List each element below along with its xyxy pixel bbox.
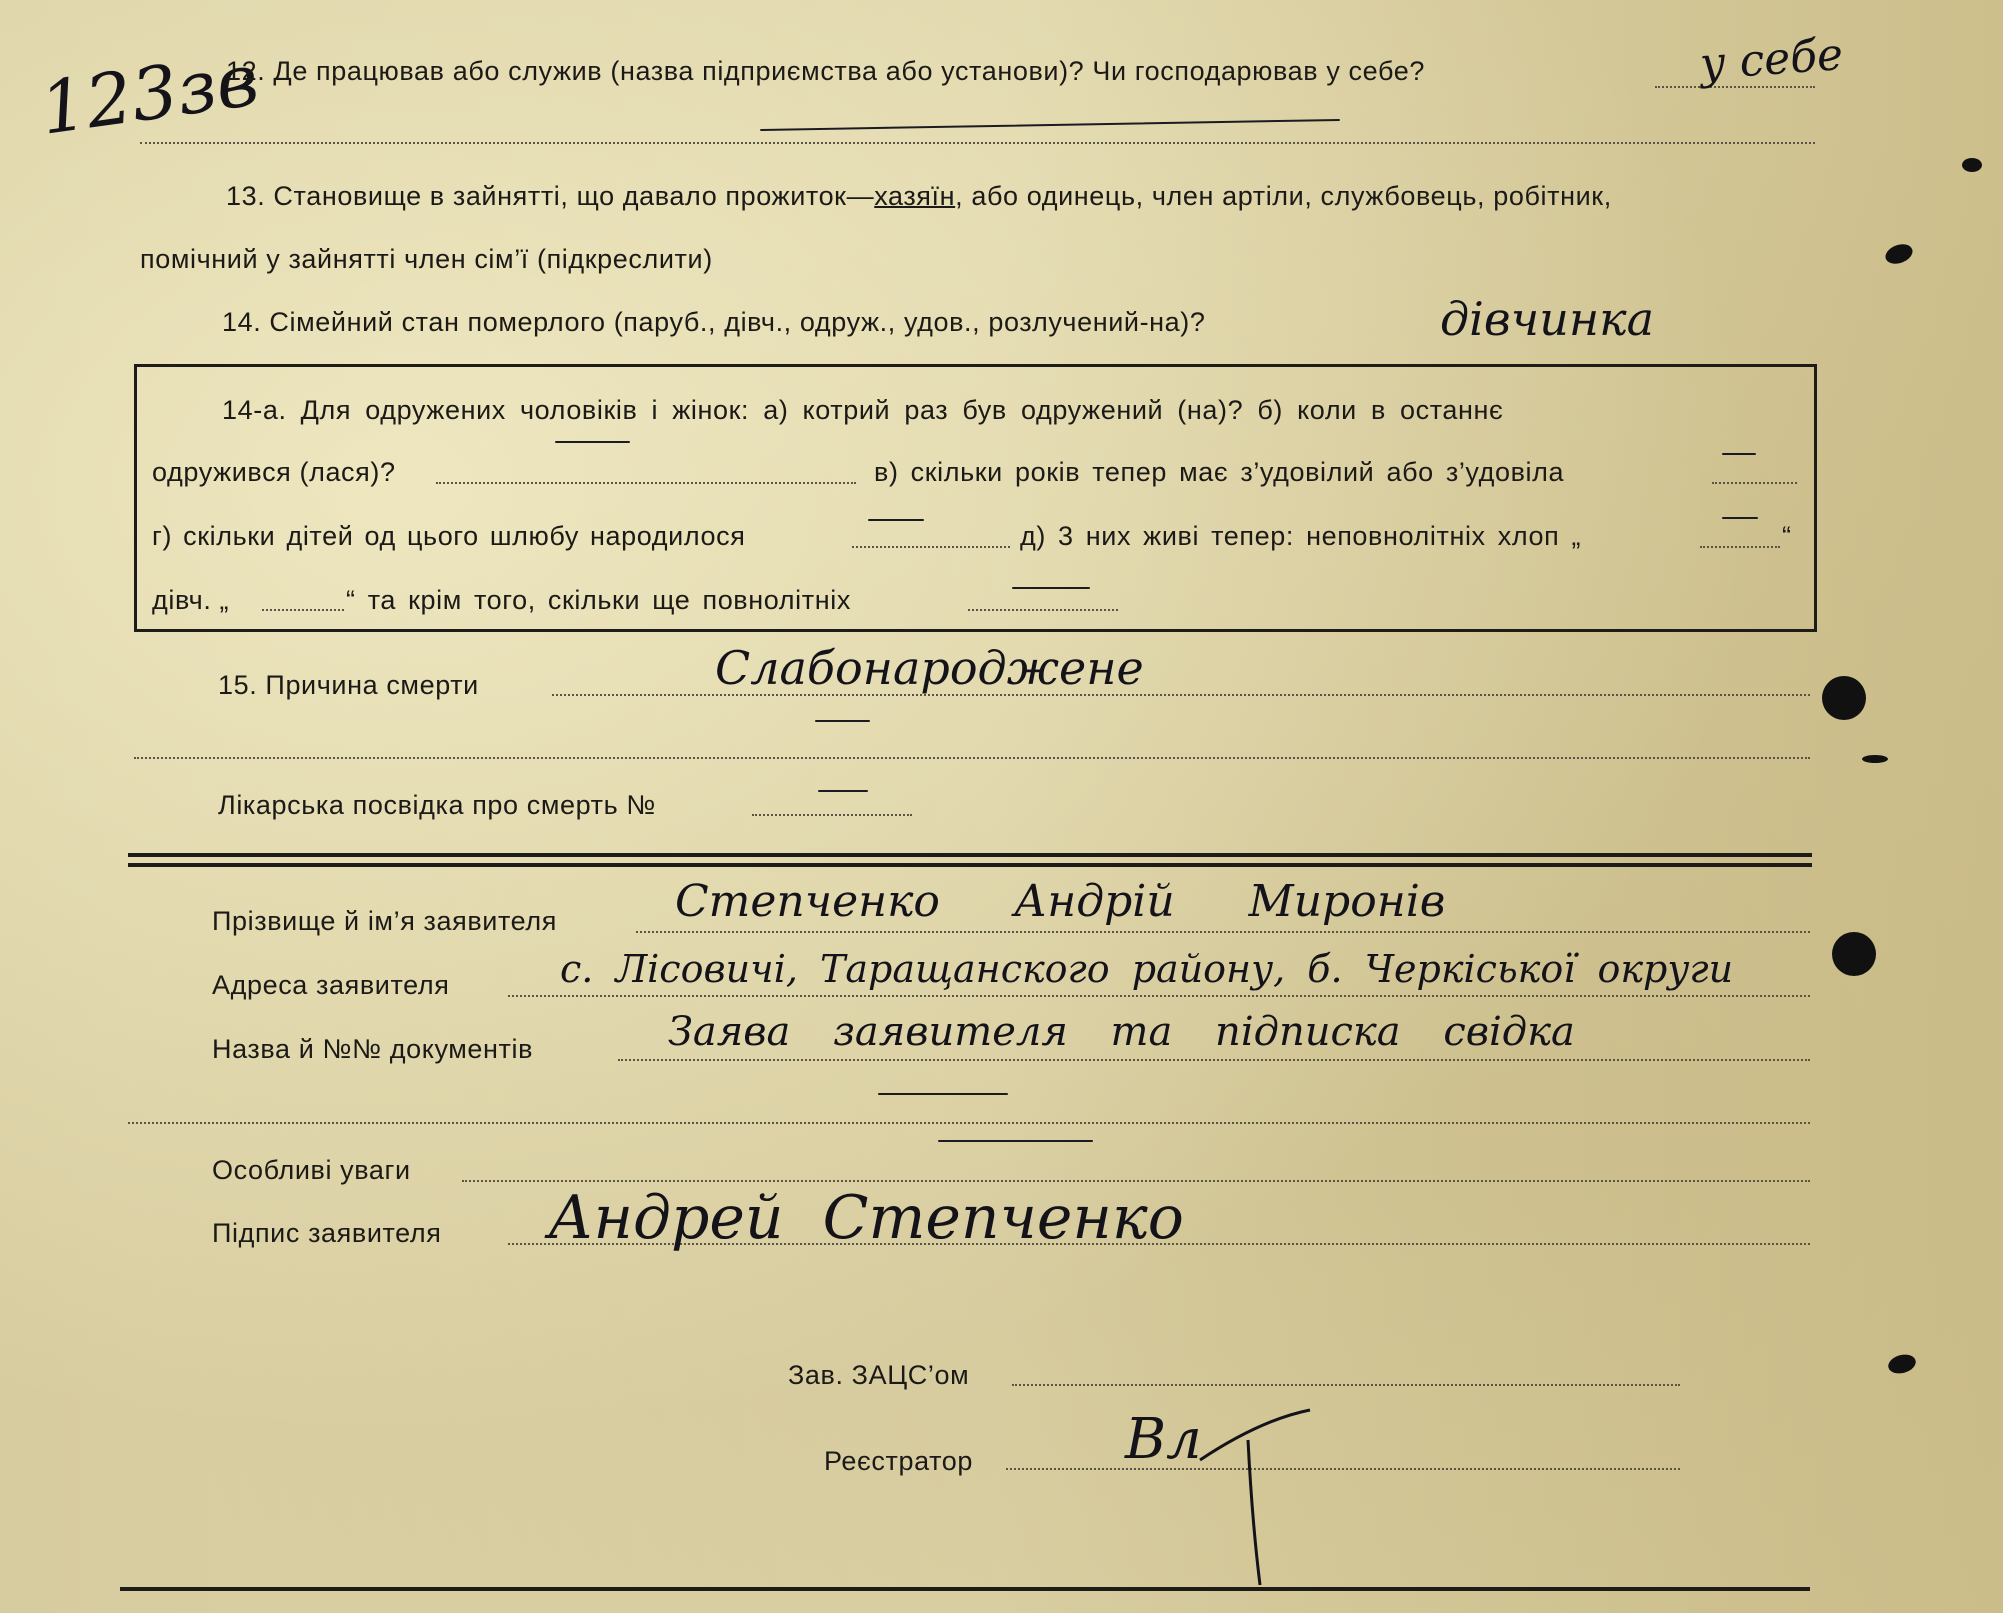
q15-dash xyxy=(815,720,870,722)
q12-long-dash xyxy=(760,119,1340,131)
registrar-signature: Вл xyxy=(1125,1407,1202,1472)
q14a-line2a: одружився (лася)? xyxy=(152,457,396,487)
medical-certificate-label: Лікарська посвідка про смерть № xyxy=(218,790,656,820)
signature-label: Підпис заявителя xyxy=(212,1218,442,1248)
q14a-line3-dots-2 xyxy=(1700,546,1780,548)
applicant-address-label: Адреса заявителя xyxy=(212,970,450,1000)
q14a-dash-5 xyxy=(1012,587,1090,589)
q14a-dash-2 xyxy=(1722,453,1756,455)
remarks-dash xyxy=(938,1140,1093,1142)
registrar-signature-flourish xyxy=(1180,1400,1340,1600)
applicant-name-answer: Степченко Андрій Миронів xyxy=(675,876,1446,927)
q14a-line4-dots-2 xyxy=(968,609,1118,611)
q14a-dash-4 xyxy=(1722,517,1758,519)
q14a-line2-dots-2 xyxy=(1712,482,1797,484)
applicant-name-label: Прізвище й ім’я заявителя xyxy=(212,906,557,936)
applicant-name-line xyxy=(636,931,1810,933)
documents-answer: Заява заявителя та підписка свідка xyxy=(668,1009,1575,1055)
q14a-line3b: д) 3 них живі тепер: неповнолітніх хлоп „ xyxy=(1020,521,1582,551)
q14a-dash-3 xyxy=(868,519,924,521)
q14a-line4-dots-1 xyxy=(262,609,344,611)
punch-hole-small xyxy=(1886,1352,1918,1377)
punch-hole xyxy=(1832,932,1876,976)
documents-line xyxy=(618,1059,1810,1061)
q12-label: 12. Де працював або служив (назва підприємства або установи)? Чи господарював у себе? xyxy=(226,56,1425,86)
punch-hole xyxy=(1822,676,1866,720)
section-divider-bottom xyxy=(128,863,1812,867)
remarks-line xyxy=(462,1180,1810,1182)
q14a-dash-1 xyxy=(555,441,630,443)
q14a-line2b: в) скільки років тепер має з’удовілий або з’удовіла xyxy=(874,457,1565,487)
medical-certificate-line xyxy=(752,814,912,816)
q14a-line3-dots-1 xyxy=(852,546,1010,548)
page-bottom-rule xyxy=(120,1587,1810,1591)
page-reference: 123зв xyxy=(35,37,264,151)
q13-rest: , або одинець, член артіли, службовець, робітник, xyxy=(955,181,1612,211)
q14a-line3a: г) скільки дітей од цього шлюбу народилося xyxy=(152,521,746,551)
q12-answer: у себе xyxy=(1698,29,1845,90)
applicant-address-line xyxy=(508,995,1810,997)
q14-answer: дівчинка xyxy=(1440,292,1655,346)
documents-continuation-line xyxy=(128,1122,1810,1124)
applicant-signature: Андрей Степченко xyxy=(548,1183,1184,1253)
q14a-line4a: дівч. „ xyxy=(152,585,230,615)
medical-certificate-dash xyxy=(818,790,868,792)
head-label: Зав. ЗАЦС’ом xyxy=(788,1360,970,1390)
q15-label: 15. Причина смерти xyxy=(218,670,479,700)
punch-hole-small xyxy=(1862,755,1888,763)
q12-continuation-line xyxy=(140,142,1815,144)
registrar-label: Реєстратор xyxy=(824,1446,974,1476)
registrar-line xyxy=(1006,1468,1680,1470)
q14a-line2-dots-1 xyxy=(436,482,856,484)
q13-underlined-option: хазяїн xyxy=(874,181,956,211)
q14a-line1: 14-а. Для одружених чоловіків і жінок: а) котрий раз був одружений (на)? б) коли в останнє xyxy=(222,395,1504,425)
remarks-label: Особливі уваги xyxy=(212,1155,411,1185)
punch-hole-small xyxy=(1883,241,1915,267)
q13-prefix: 13. Становище в зайнятті, що давало прожиток— xyxy=(226,181,875,211)
punch-hole-small xyxy=(1962,158,1982,172)
applicant-address-answer: с. Лісовичі, Таращанского району, б. Черкіської округи xyxy=(560,947,1734,991)
q14a-line4b: “ та крім того, скільки ще повнолітніх xyxy=(346,585,851,615)
q15-continuation-line xyxy=(134,757,1810,759)
q14a-line3c: “ xyxy=(1782,521,1792,551)
q13-line2: помічний у зайнятті член сім’ї (підкреслити) xyxy=(140,244,713,274)
q14-label: 14. Сімейний стан померлого (паруб., дівч., одруж., удов., розлучений-на)? xyxy=(222,307,1206,337)
documents-label: Назва й №№ документів xyxy=(212,1034,534,1064)
documents-dash xyxy=(878,1093,1008,1095)
q13-line1 xyxy=(226,183,1612,210)
head-line xyxy=(1012,1384,1680,1386)
section-divider-top xyxy=(128,853,1812,857)
q15-answer: Слабонароджене xyxy=(715,641,1144,695)
